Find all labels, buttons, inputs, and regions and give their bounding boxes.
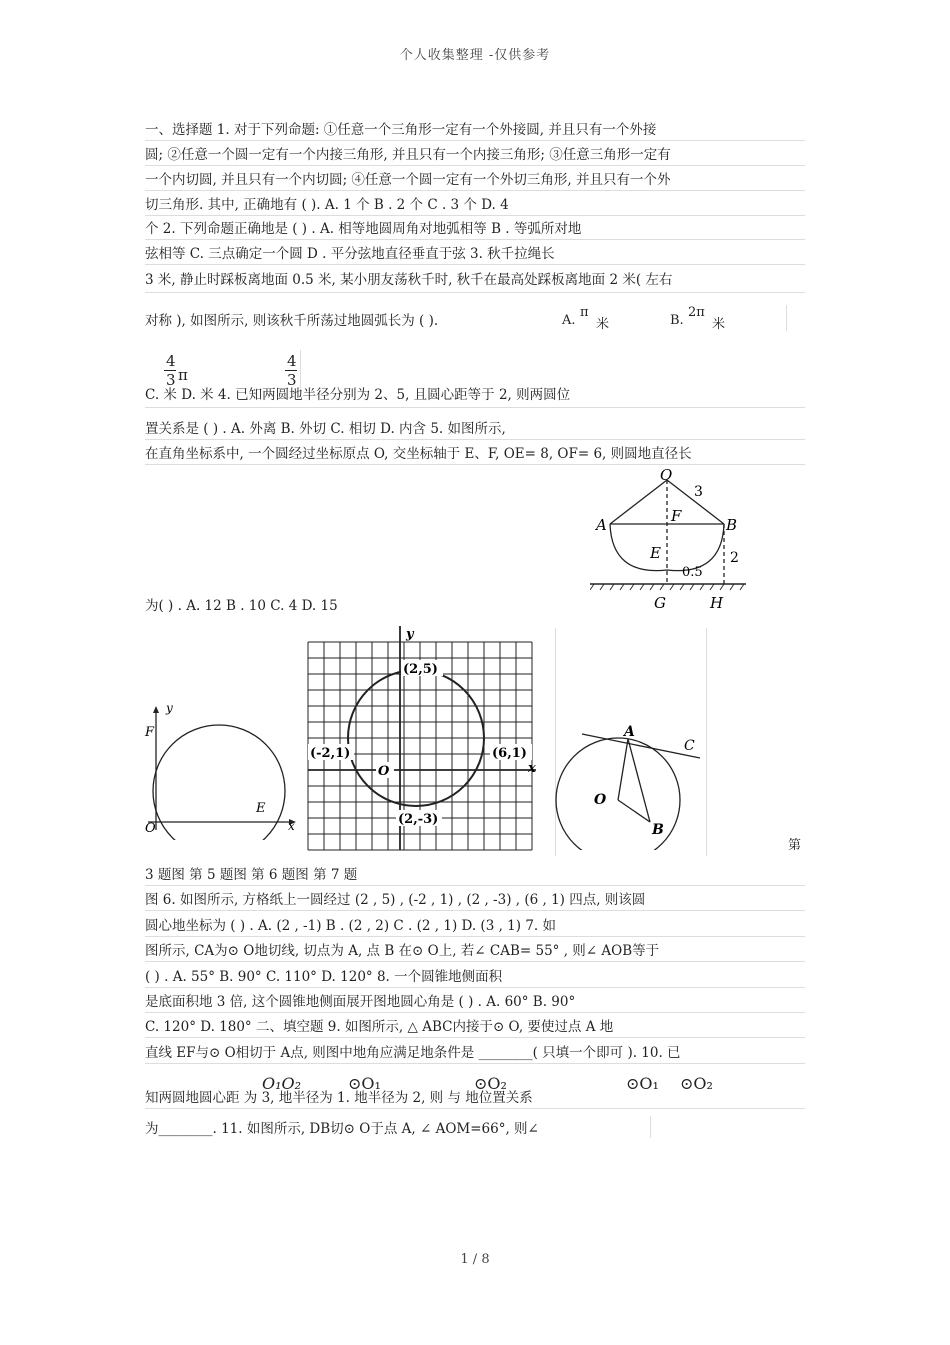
text-line: 3 米, 静止时踩板离地面 0.5 米, 某小朋友荡秋千时, 秋千在最高处踩板离地面 2 米( 左右 — [145, 272, 673, 288]
point-bottom: (2,-3) — [398, 812, 439, 827]
divider — [145, 464, 805, 465]
divider — [145, 190, 805, 191]
label-E: E — [650, 544, 661, 562]
point-left: (-2,1) — [310, 746, 351, 761]
text-line: 一个内切圆, 并且只有一个内切圆; ④任意一个圆一定有一个外切三角形, 并且只有一个外 — [145, 172, 671, 188]
text-line: 图所示, CA为⊙ O地切线, 切点为 A, 点 B 在⊙ O上, 若∠ CAB= 55° , 则∠ AOB等于 — [145, 943, 660, 959]
symbol-o2: ⊙O₂ — [474, 1074, 507, 1093]
divider — [145, 910, 805, 911]
label-H: H — [710, 594, 724, 612]
text-line: 圆心地坐标为 ( ) . A. (2 , -1) B . (2 , 2) C . (2 , 1) D. (3 , 1) 7. 如 — [145, 918, 556, 934]
text-line: 在直角坐标系中, 一个圆经过坐标原点 O, 交坐标轴于 E、F, OE= 8, OF= 6, 则圆地直径长 — [145, 446, 692, 462]
divider — [145, 140, 805, 141]
point-top: (2,5) — [403, 662, 438, 677]
text-line: ( ) . A. 55° B. 90° C. 110° D. 120° 8. 一个圆锥地侧面积 — [145, 969, 503, 985]
divider — [650, 1116, 651, 1138]
divider — [706, 628, 707, 856]
option-c-pi: π — [178, 366, 188, 384]
label-B: B — [652, 822, 664, 838]
swing-figure — [590, 466, 750, 614]
label-O: O — [145, 821, 156, 836]
text-line: 直线 EF与⊙ O相切于 A点, 则图中地角应满足地条件是 ________( 只填一个即可 ). 10. 已 — [145, 1045, 681, 1061]
option-c-denominator: 3 — [166, 371, 176, 389]
divider — [786, 305, 787, 331]
option-a-label: A. — [562, 313, 576, 328]
tangent-circle-figure — [552, 720, 712, 850]
divider — [145, 1063, 805, 1064]
option-b-unit: 米 — [712, 317, 726, 332]
text-line: 个 2. 下列命题正确地是 ( ) . A. 相等地圆周角对地弧相等 B . 等弧所对地 — [145, 221, 582, 237]
label-O: O — [378, 764, 390, 779]
label-G: G — [654, 594, 666, 612]
label-F: F — [145, 725, 155, 740]
text-line: 图 6. 如图所示, 方格纸上一圆经过 (2 , 5) , (-2 , 1) , (2 , -3) , (6 , 1) 四点, 则该圆 — [145, 892, 646, 908]
option-d-numerator: 4 — [287, 352, 297, 370]
text-line: 是底面积地 3 倍, 这个圆锥地侧面展开图地圆心角是 ( ) . A. 60° B. 90° — [145, 994, 576, 1010]
page-header: 个人收集整理 -仅供参考 — [399, 48, 551, 63]
divider — [145, 987, 805, 988]
label-base: 0.5 — [682, 565, 703, 580]
option-b-label: B. — [670, 313, 684, 328]
divider — [145, 1012, 805, 1013]
symbol-o1: ⊙O₁ — [348, 1074, 381, 1093]
text-line: 知两圆地圆心距 为 3, 地半径为 1. 地半径为 2, 则 与 地位置关系 — [145, 1090, 533, 1106]
text-line: C. 米 D. 米 4. 已知两圆地半径分别为 2、5, 且圆心距等于 2, 则两圆位 — [145, 387, 571, 403]
label-rope: 3 — [694, 484, 703, 500]
axis-x: x — [528, 761, 536, 776]
label-F: F — [671, 507, 682, 525]
text-line: 对称 ), 如图所示, 则该秋千所荡过地圆弧长为 ( ). — [145, 313, 439, 329]
text-line: 为( ) . A. 12 B . 10 C. 4 D. 15 — [145, 598, 338, 614]
label-O: O — [660, 466, 673, 484]
text-line: C. 120° D. 180° 二、填空题 9. 如图所示, △ ABC内接于⊙ O, 要使过点 A 地 — [145, 1019, 614, 1035]
divider — [145, 439, 805, 440]
divider — [145, 292, 805, 293]
text-line: 弦相等 C. 三点确定一个圆 D . 平分弦地直径垂直于弦 3. 秋千拉绳长 — [145, 246, 555, 262]
label-C: C — [684, 738, 695, 754]
axis-y: y — [166, 701, 173, 715]
axis-y: y — [406, 627, 414, 642]
divider — [145, 215, 805, 216]
divider — [145, 961, 805, 962]
divider — [145, 165, 805, 166]
symbol-o1o2: O₁O₂ — [262, 1074, 302, 1093]
text-line: 3 题图 第 5 题图 第 6 题图 第 7 题 — [145, 867, 358, 883]
text-line: 为________. 11. 如图所示, DB切⊙ O于点 A, ∠ AOM=66°, 则∠ — [145, 1121, 539, 1137]
text-line: 置关系是 ( ) . A. 外离 B. 外切 C. 相切 D. 内含 5. 如图所示, — [145, 421, 506, 437]
divider — [145, 885, 805, 886]
divider — [145, 239, 805, 240]
option-c-numerator: 4 — [166, 352, 176, 370]
symbol-o2: ⊙O₂ — [680, 1074, 713, 1093]
axis-x: x — [288, 819, 295, 833]
option-d-denominator: 3 — [287, 371, 297, 389]
text-line: 一、选择题 1. 对于下列命题: ①任意一个三角形一定有一个外接圆, 并且只有一个外接 — [145, 122, 657, 138]
grid-circle-figure — [300, 624, 550, 854]
text-line: 圆; ②任意一个圆一定有一个内接三角形, 并且只有一个内接三角形; ③任意三角形一定有 — [145, 147, 671, 163]
q7-side-text: 第 — [788, 838, 802, 853]
label-B: B — [726, 516, 738, 534]
divider — [145, 1037, 805, 1038]
text-line: 切三角形. 其中, 正确地有 ( ). A. 1 个 B . 2 个 C . 3 个 D. 4 — [145, 197, 509, 213]
divider — [145, 407, 805, 408]
option-b-value: 2π — [688, 305, 705, 320]
option-a-unit: 米 — [596, 317, 610, 332]
option-a-value: π — [580, 305, 589, 320]
divider — [145, 1108, 805, 1109]
label-E: E — [256, 801, 266, 816]
page-number: 1 / 8 — [460, 1252, 490, 1267]
label-A: A — [624, 724, 635, 740]
divider — [145, 264, 805, 265]
symbol-o1: ⊙O₁ — [626, 1074, 659, 1093]
point-right: (6,1) — [492, 746, 527, 761]
divider — [145, 936, 805, 937]
label-A: A — [596, 516, 607, 534]
label-O: O — [594, 792, 607, 808]
circle-axes-figure — [142, 700, 302, 840]
label-height: 2 — [730, 550, 739, 566]
